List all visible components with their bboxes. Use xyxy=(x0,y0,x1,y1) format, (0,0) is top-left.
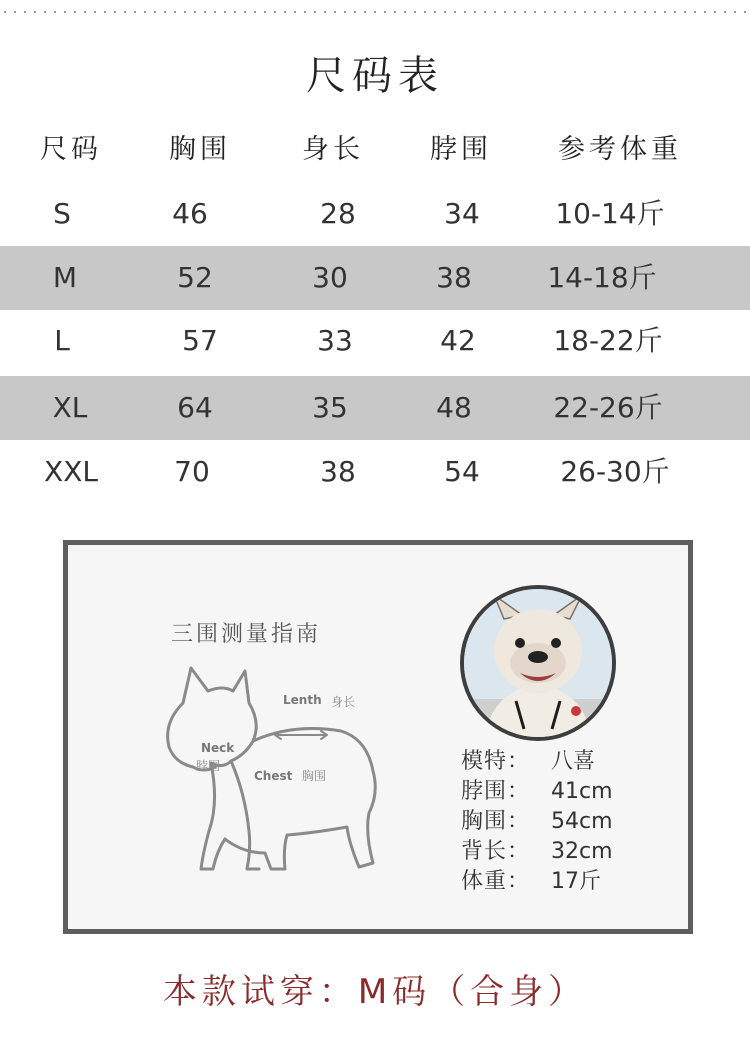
size-table-header xyxy=(0,118,750,182)
neck-label: Neck xyxy=(201,741,235,755)
model-info-value: 32cm xyxy=(551,839,613,864)
model-info-key: 体重： xyxy=(461,869,531,894)
cell-weight: 14-18斤 xyxy=(547,261,657,294)
cell-chest: 70 xyxy=(174,455,210,488)
guide-title: 三围测量指南 xyxy=(171,622,322,647)
table-row xyxy=(0,182,750,246)
model-info-row xyxy=(461,867,613,897)
model-info xyxy=(461,747,613,897)
cell-weight: 10-14斤 xyxy=(555,197,665,230)
cell-length: 35 xyxy=(312,391,348,424)
header-weight: 参考体重 xyxy=(558,134,682,165)
cell-neck: 54 xyxy=(444,455,480,488)
model-info-value: 八喜 xyxy=(551,749,596,774)
cell-size: M xyxy=(52,261,78,294)
french-bulldog-icon xyxy=(464,589,612,737)
model-info-value: 41cm xyxy=(551,779,613,804)
header-neck: 脖围 xyxy=(430,134,492,165)
table-row xyxy=(0,440,750,504)
fit-note: 本款试穿：M码（合身） xyxy=(162,972,588,1012)
cell-chest: 57 xyxy=(182,324,218,357)
cell-chest: 52 xyxy=(177,261,213,294)
cell-chest: 64 xyxy=(177,391,213,424)
model-info-row xyxy=(461,807,613,837)
page-title: 尺码表 xyxy=(306,53,444,99)
model-info-key: 脖围： xyxy=(461,779,531,804)
cell-size: XXL xyxy=(44,455,98,488)
chest-cn-label: 胸围 xyxy=(302,769,327,783)
cell-weight: 22-26斤 xyxy=(553,391,663,424)
model-info-key: 模特： xyxy=(461,749,531,774)
model-info-row xyxy=(461,777,613,807)
cell-length: 33 xyxy=(317,324,353,357)
cell-neck: 38 xyxy=(436,261,472,294)
model-info-row xyxy=(461,747,613,777)
table-row xyxy=(0,246,750,310)
model-info-value: 54cm xyxy=(551,809,613,834)
cell-chest: 46 xyxy=(172,197,208,230)
lenth-cn-label: 身长 xyxy=(331,695,356,709)
cell-length: 28 xyxy=(320,197,356,230)
cell-size: L xyxy=(54,324,70,357)
model-info-key: 背长： xyxy=(461,839,531,864)
chest-label: Chest xyxy=(254,769,293,783)
model-info-key: 胸围： xyxy=(461,809,531,834)
cell-weight: 26-30斤 xyxy=(560,455,670,488)
measurement-guide-panel xyxy=(63,540,693,934)
cell-neck: 48 xyxy=(436,391,472,424)
dotted-divider xyxy=(0,10,750,14)
cell-length: 30 xyxy=(312,261,348,294)
lenth-label: Lenth xyxy=(283,693,322,707)
model-info-row xyxy=(461,837,613,867)
table-row xyxy=(0,376,750,440)
header-size: 尺码 xyxy=(40,134,102,165)
header-length: 身长 xyxy=(302,134,364,165)
model-dog-photo xyxy=(460,585,616,741)
header-chest: 胸围 xyxy=(169,134,231,165)
cell-neck: 34 xyxy=(444,197,480,230)
model-info-value: 17斤 xyxy=(551,869,601,894)
cell-weight: 18-22斤 xyxy=(553,324,663,357)
neck-cn-label: 脖围 xyxy=(196,759,221,773)
table-row xyxy=(0,309,750,373)
cell-length: 38 xyxy=(320,455,356,488)
cell-size: S xyxy=(53,197,71,230)
cell-neck: 42 xyxy=(440,324,476,357)
cell-size: XL xyxy=(52,391,88,424)
